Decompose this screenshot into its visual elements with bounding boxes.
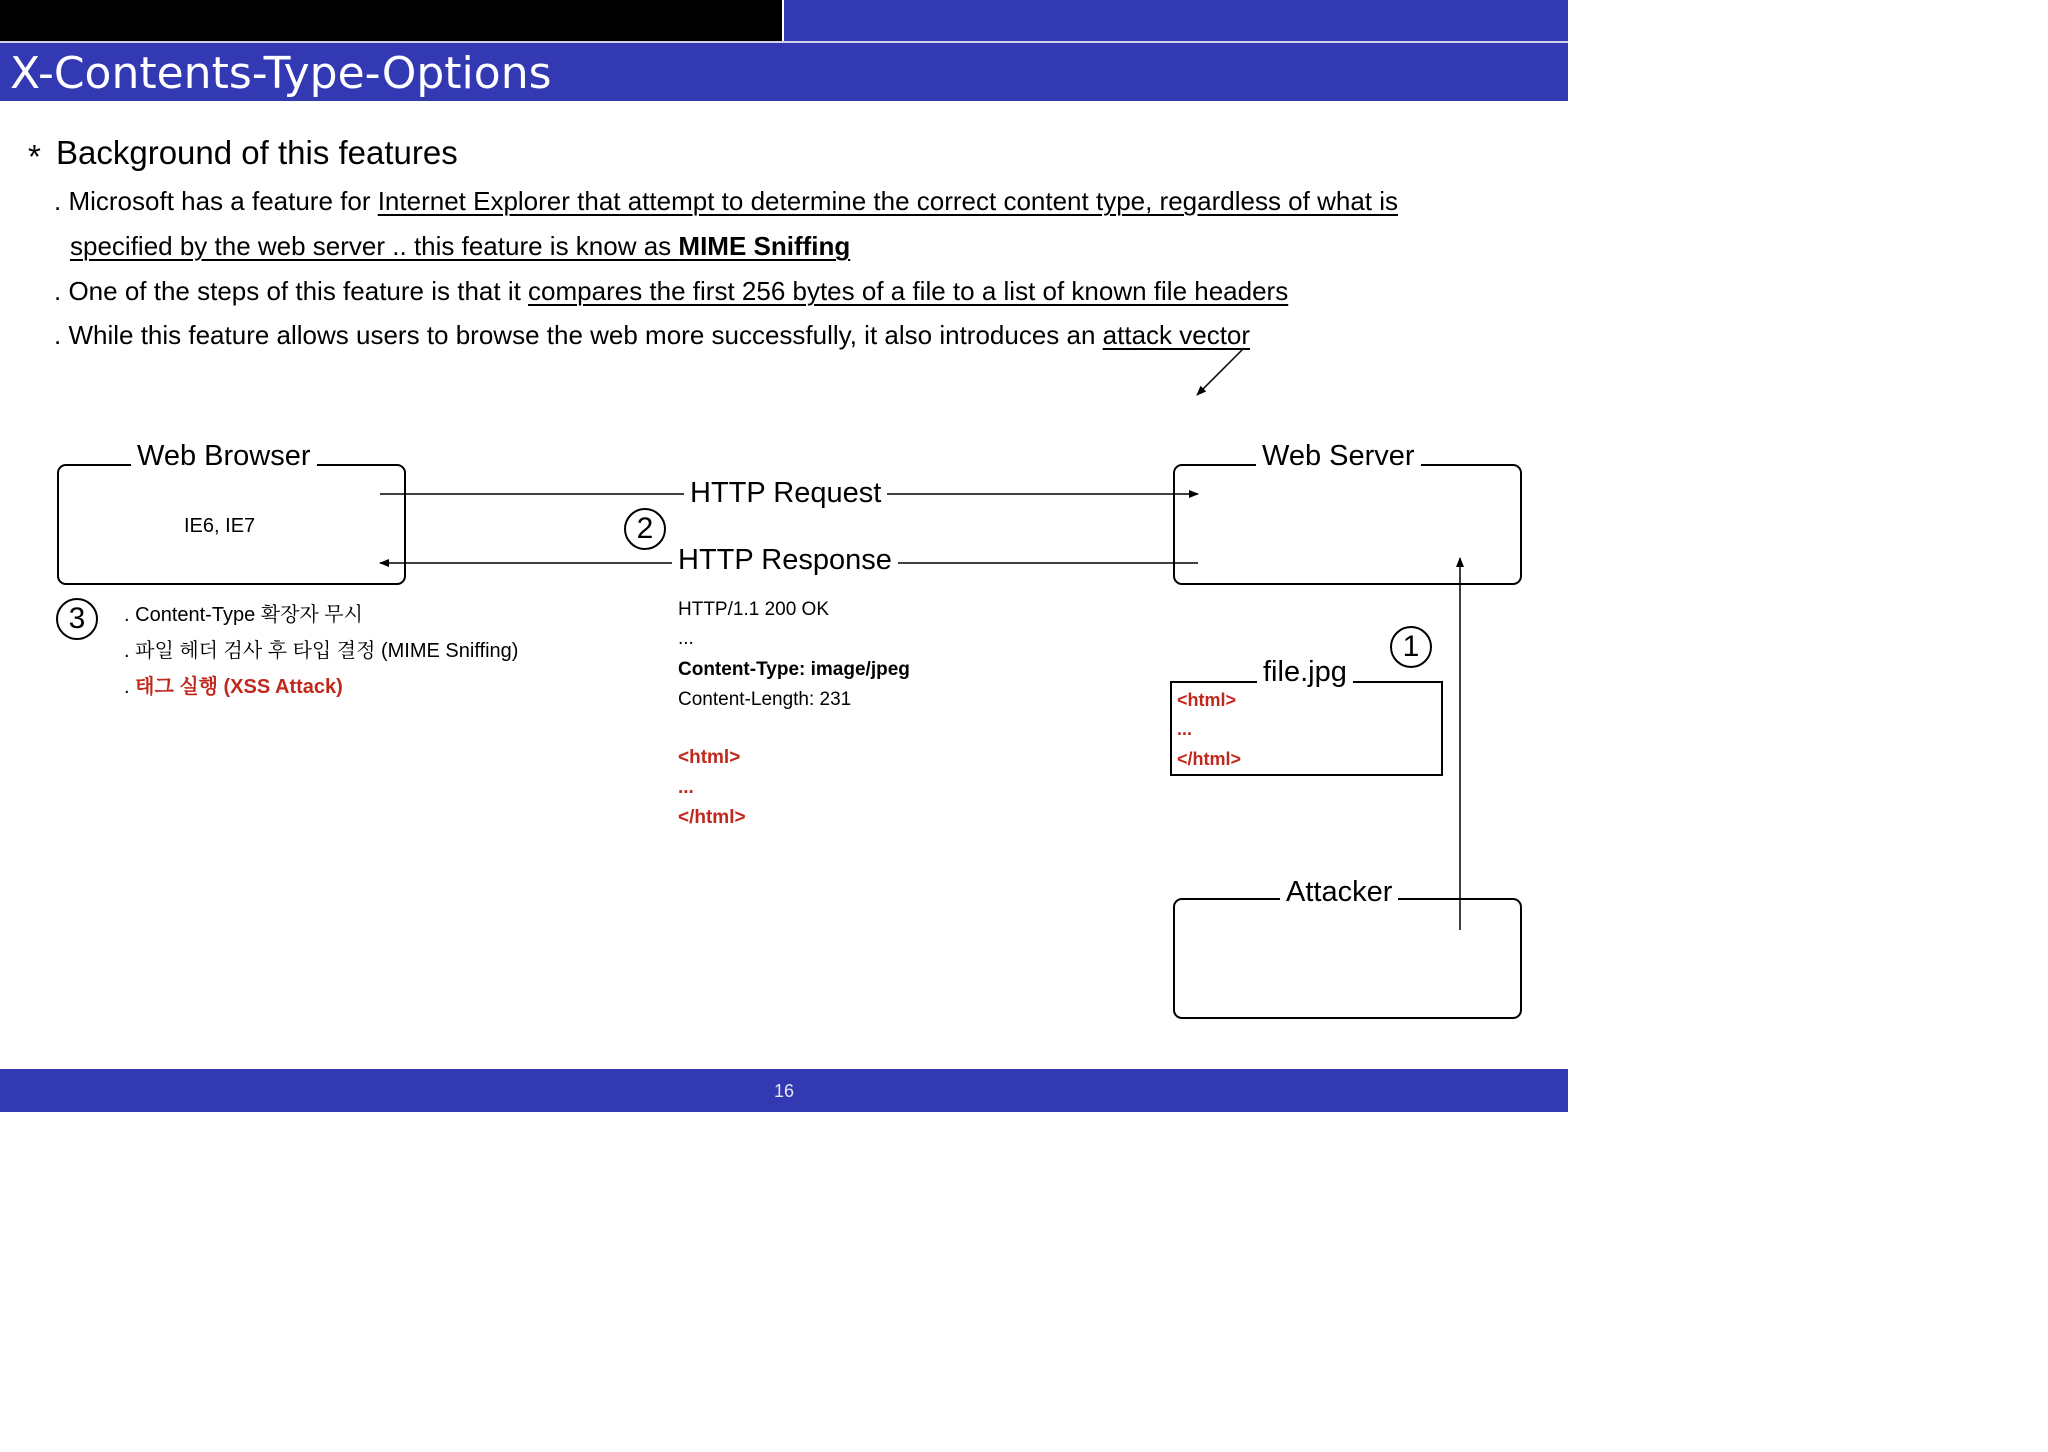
web-server-label: Web Server bbox=[1256, 440, 1421, 473]
step-1-circle: 1 bbox=[1390, 626, 1432, 668]
file-html-open: <html> bbox=[1177, 690, 1237, 710]
bullet-2-underlined: compares the first 256 bytes of a file to a list of known file headers bbox=[528, 276, 1289, 306]
response-html-open: <html> bbox=[678, 747, 741, 768]
browser-note-3 bbox=[124, 670, 343, 699]
bullet-3-plain: While this feature allows users to browse the web more successfully, it also introduces an bbox=[68, 320, 1103, 350]
bullet-3-dot: . bbox=[54, 320, 69, 350]
response-html-close: </html> bbox=[678, 807, 746, 828]
file-html-close: </html> bbox=[1177, 749, 1242, 769]
response-content-type: Content-Type: image/jpeg bbox=[678, 659, 910, 680]
bullet-1-underlined: Internet Explorer that attempt to determine the correct content type, regardless of what is bbox=[377, 186, 1398, 216]
note-1-dot: . bbox=[124, 604, 136, 626]
file-name-label: file.jpg bbox=[1257, 656, 1353, 689]
file-html-dots: ... bbox=[1177, 719, 1193, 739]
http-response-label: HTTP Response bbox=[672, 544, 898, 577]
response-html-dots: ... bbox=[678, 777, 694, 798]
note-3-text: 태그 실행 (XSS Attack) bbox=[135, 676, 343, 698]
note-1-text: Content-Type 확장자 무시 bbox=[135, 604, 363, 626]
note-3-dot: . bbox=[124, 676, 136, 698]
attacker-label: Attacker bbox=[1280, 876, 1398, 909]
section-heading: Background of this features bbox=[56, 134, 458, 171]
bullet-1-plain: Microsoft has a feature for bbox=[68, 186, 378, 216]
page-number: 16 bbox=[773, 1081, 795, 1101]
note-2-text: 파일 헤더 검사 후 타입 결정 (MIME Sniffing) bbox=[135, 640, 519, 662]
bullet-2-dot: . bbox=[54, 276, 69, 306]
response-status: HTTP/1.1 200 OK bbox=[678, 599, 830, 620]
web-server-box bbox=[1174, 465, 1521, 584]
browser-note-2 bbox=[124, 634, 518, 663]
bullet-1-line-2-underlined: specified by the web server .. this feature is know as bbox=[70, 231, 679, 261]
slide-title: X-Contents-Type-Options bbox=[10, 48, 552, 99]
step-2-circle: 2 bbox=[624, 508, 666, 550]
http-request-label: HTTP Request bbox=[684, 477, 887, 510]
response-content-length: Content-Length: 231 bbox=[678, 689, 852, 710]
bullet-2-plain: One of the steps of this feature is that it bbox=[68, 276, 529, 306]
bullet-marker: * bbox=[28, 138, 41, 175]
mime-sniffing-term: MIME Sniffing bbox=[678, 231, 851, 261]
browser-versions: IE6, IE7 bbox=[184, 515, 256, 537]
browser-note-1 bbox=[124, 598, 363, 627]
attack-vector-pointer bbox=[1197, 348, 1244, 395]
step-3-circle: 3 bbox=[56, 598, 98, 640]
web-browser-label: Web Browser bbox=[131, 440, 317, 473]
attack-vector-term: attack vector bbox=[1102, 320, 1251, 350]
bullet-1-dot: . bbox=[54, 186, 69, 216]
response-ellipsis: ... bbox=[678, 628, 694, 649]
note-2-dot: . bbox=[124, 640, 136, 662]
attacker-box bbox=[1174, 899, 1521, 1018]
